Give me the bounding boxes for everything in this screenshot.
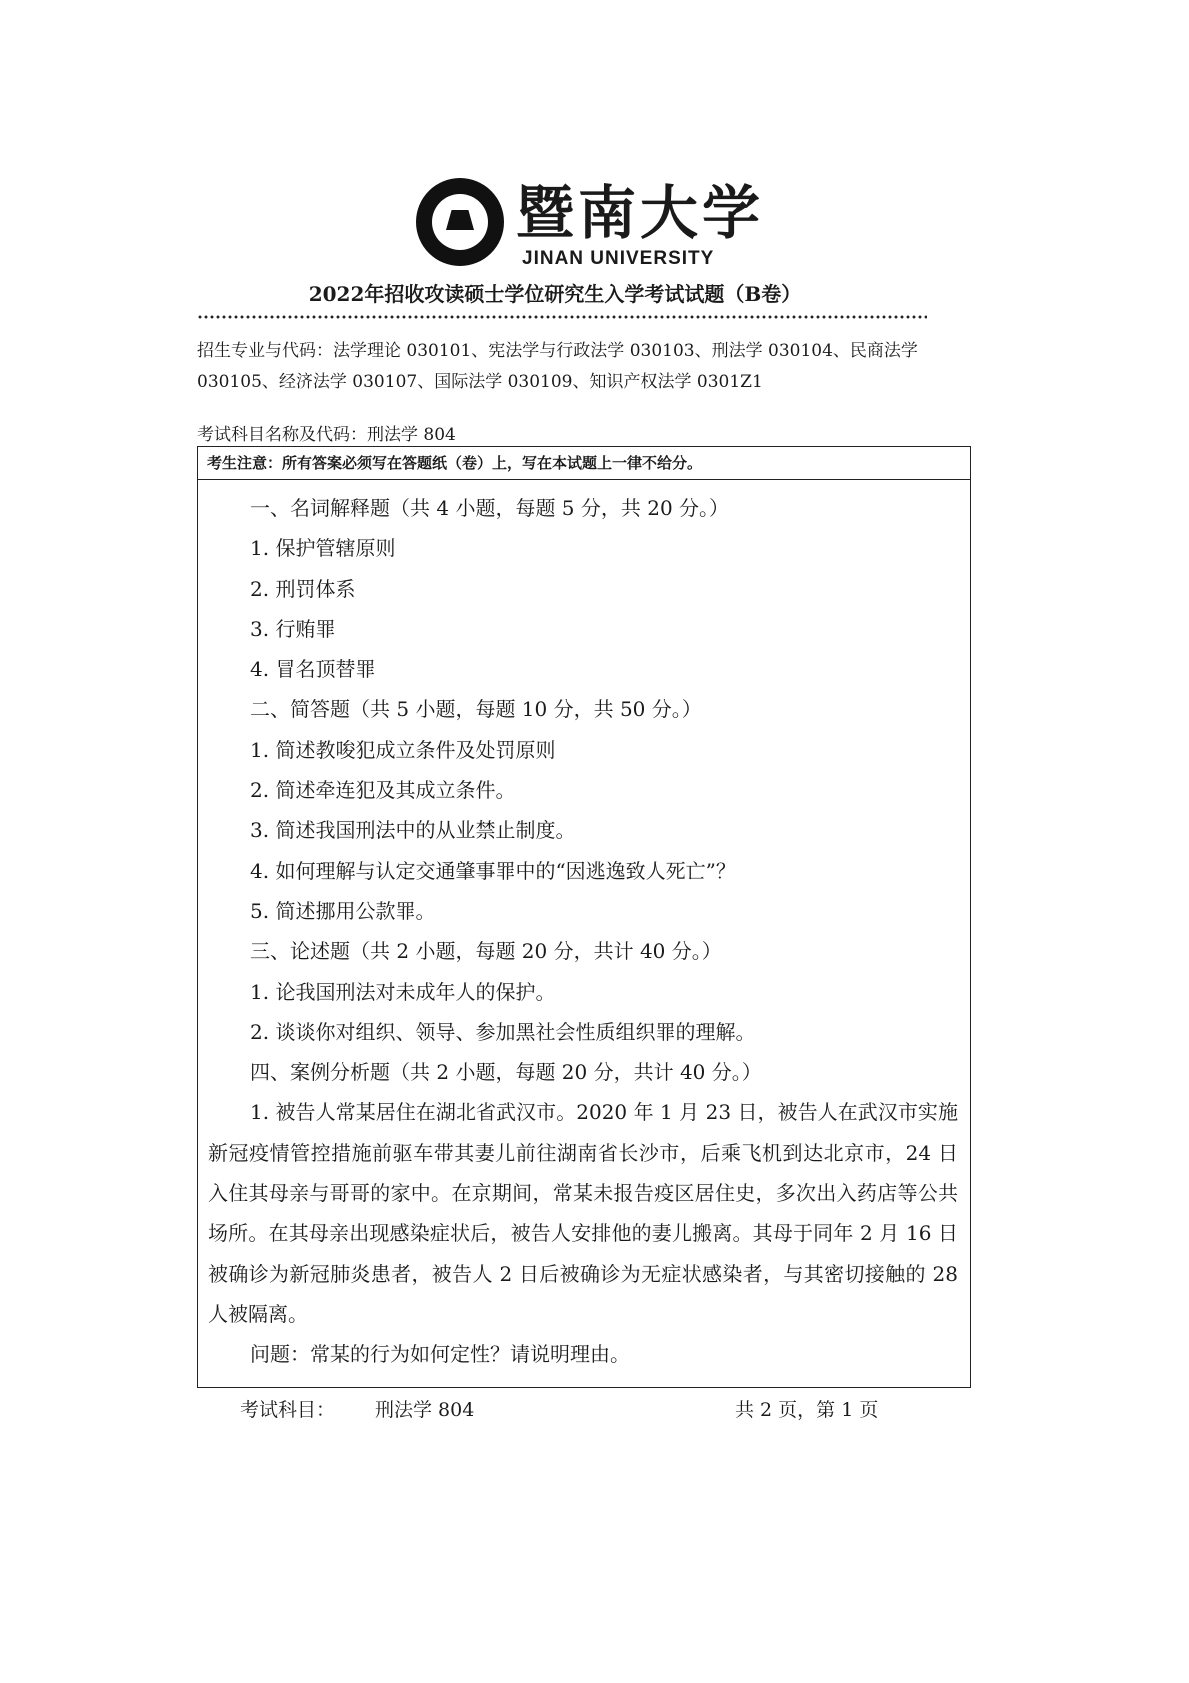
question-item: 3. 行贿罪 bbox=[250, 616, 336, 641]
exam-body bbox=[197, 336, 971, 1388]
question-item: 4. 冒名顶替罪 bbox=[250, 657, 376, 682]
footer-subject-value: 刑法学 804 bbox=[375, 1399, 475, 1421]
exam-title: 2022年招收攻读硕士学位研究生入学考试试题（B卷） bbox=[308, 282, 802, 306]
candidate-notice: 考生注意：所有答案必须写在答题纸（卷）上，写在本试题上一律不给分。 bbox=[198, 447, 970, 480]
question-item: 4. 如何理解与认定交通肇事罪中的“因逃逸致人死亡”？ bbox=[250, 858, 736, 883]
case-text: 1. 被告人常某居住在湖北省武汉市。2020 年 1 月 23 日，被告人在武汉市实施新冠疫情管控措施前驱车带其妻儿前往湖南省长沙市，后乘飞机到达北京市，24 日入住其母亲与哥哥的家中。在京期间，常某未报告疫区居住史，多次出入药店等公共场所。在其母亲出现感染症状后，被告人安排他的妻儿搬离。其母于同年 2 月 16 日被确诊为新冠肺炎患者，被告人 2 日后被确诊为无症状感染者，与其密切接触的 28 人被隔离。 bbox=[208, 1100, 958, 1326]
case-question: 问题：常某的行为如何定性？请说明理由。 bbox=[250, 1342, 630, 1367]
question-item: 2. 刑罚体系 bbox=[250, 576, 356, 601]
university-name-en: JINAN UNIVERSITY bbox=[522, 248, 715, 269]
majors-and-codes: 招生专业与代码：法学理论 030101、宪法学与行政法学 030103、刑法学 030104、民商法学 030105、经济法学 030107、国际法学 030109、知识产权法学 0301Z1 bbox=[197, 341, 918, 392]
page-indicator: 共 2 页，第 1 页 bbox=[735, 1399, 879, 1421]
question-item: 2. 谈谈你对组织、领导、参加黑社会性质组织罪的理解。 bbox=[250, 1019, 756, 1044]
question-item: 1. 简述教唆犯成立条件及处罚原则 bbox=[250, 737, 556, 762]
question-item: 5. 简述挪用公款罪。 bbox=[250, 898, 436, 923]
question-item: 1. 论我国刑法对未成年人的保护。 bbox=[250, 979, 556, 1004]
question-item: 3. 简述我国刑法中的从业禁止制度。 bbox=[250, 818, 576, 843]
section-heading: 二、简答题（共 5 小题，每题 10 分，共 50 分。） bbox=[250, 697, 702, 722]
question-item: 1. 保护管辖原则 bbox=[250, 536, 396, 561]
university-seal-logo bbox=[416, 178, 504, 266]
subject-name-code: 考试科目名称及代码：刑法学 804 bbox=[197, 425, 456, 445]
section-heading: 四、案例分析题（共 2 小题，每题 20 分，共计 40 分。） bbox=[250, 1060, 762, 1085]
section-heading: 一、名词解释题（共 4 小题，每题 5 分，共 20 分。） bbox=[250, 496, 730, 520]
question-item: 2. 简述牵连犯及其成立条件。 bbox=[250, 778, 516, 803]
question-box bbox=[197, 446, 971, 1388]
university-name-cn: 暨南大学 bbox=[516, 179, 765, 247]
dotted-divider bbox=[197, 314, 927, 320]
footer-subject-label: 考试科目： bbox=[240, 1399, 336, 1421]
section-heading: 三、论述题（共 2 小题，每题 20 分，共计 40 分。） bbox=[250, 939, 722, 964]
